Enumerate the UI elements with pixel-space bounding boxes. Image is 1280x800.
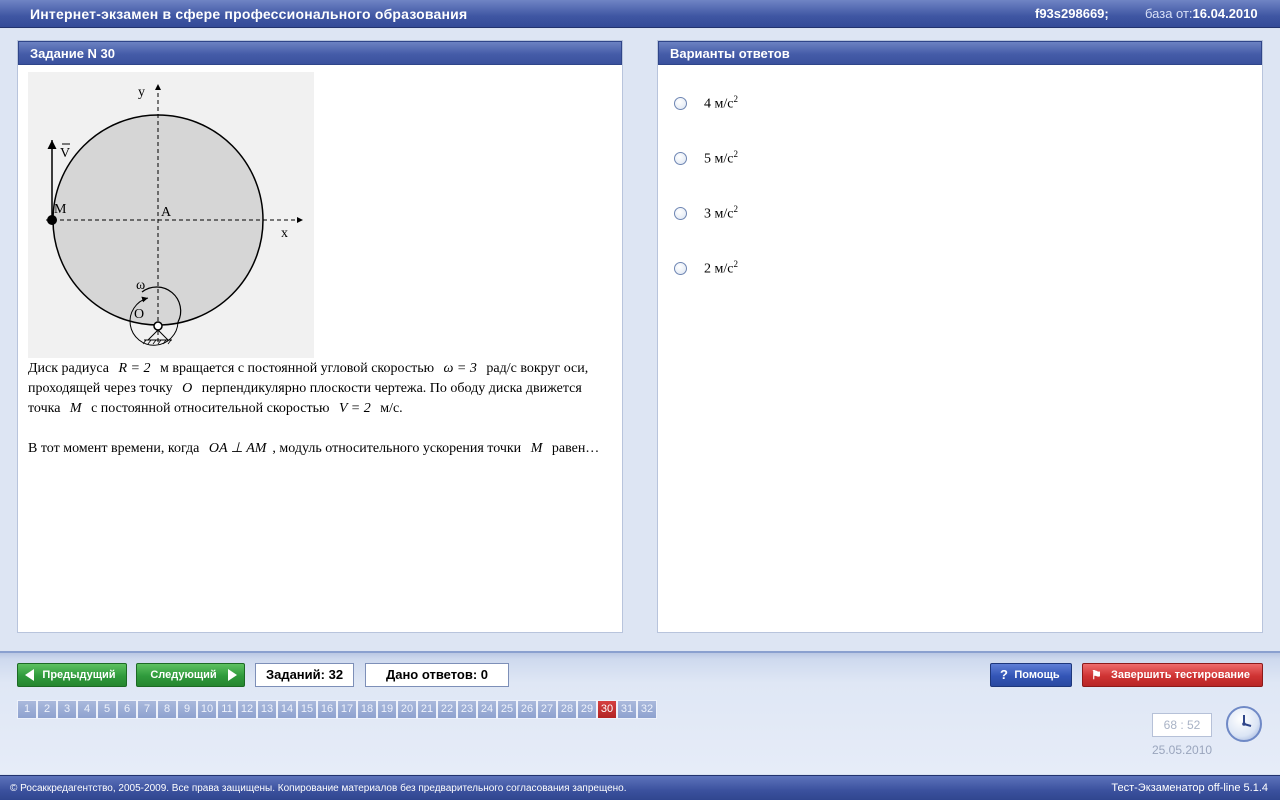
disk-diagram bbox=[28, 72, 314, 358]
current-date: 25.05.2010 bbox=[1152, 743, 1213, 757]
question-number-1[interactable]: 1 bbox=[17, 700, 37, 719]
question-number-17[interactable]: 17 bbox=[337, 700, 357, 719]
radio-button[interactable] bbox=[674, 207, 687, 220]
arrow-right-icon bbox=[228, 669, 237, 681]
next-button[interactable]: Следующий bbox=[136, 663, 245, 687]
question-number-19[interactable]: 19 bbox=[377, 700, 397, 719]
question-number-15[interactable]: 15 bbox=[297, 700, 317, 719]
radio-button[interactable] bbox=[674, 262, 687, 275]
question-number-8[interactable]: 8 bbox=[157, 700, 177, 719]
question-number-4[interactable]: 4 bbox=[77, 700, 97, 719]
label-m: M bbox=[54, 202, 67, 217]
task-panel bbox=[17, 40, 623, 633]
answered-count: Дано ответов: 0 bbox=[365, 663, 509, 687]
footer bbox=[0, 775, 1280, 800]
answer-label: 3 $м/с^2$ bbox=[704, 204, 738, 222]
prev-button[interactable]: Предыдущий bbox=[17, 663, 127, 687]
question-number-23[interactable]: 23 bbox=[457, 700, 477, 719]
answers-heading: Варианты ответов bbox=[658, 41, 1262, 65]
label-o: O bbox=[134, 307, 145, 322]
question-number-28[interactable]: 28 bbox=[557, 700, 577, 719]
task-line: В тот момент времени, когда OA ⊥ AM , модуль относительного ускорения точки M равен… bbox=[28, 441, 600, 456]
timer: 68 : 52 bbox=[1152, 713, 1212, 737]
question-number-20[interactable]: 20 bbox=[397, 700, 417, 719]
task-line: Диск радиуса R = 2 м вращается с постоянной угловой скоростью ω = 3 рад/с вокруг оси, bbox=[28, 361, 589, 376]
question-number-9[interactable]: 9 bbox=[177, 700, 197, 719]
app-title: Интернет-экзамен в сфере профессионального образования bbox=[30, 6, 468, 22]
question-number-32[interactable]: 32 bbox=[637, 700, 657, 719]
question-number-18[interactable]: 18 bbox=[357, 700, 377, 719]
question-number-13[interactable]: 13 bbox=[257, 700, 277, 719]
question-icon: ? bbox=[1000, 667, 1008, 682]
tasks-count: Заданий: 32 bbox=[255, 663, 354, 687]
task-line: точка M с постоянной относительной скоростью V = 2 м/с. bbox=[28, 401, 403, 416]
question-number-5[interactable]: 5 bbox=[97, 700, 117, 719]
session-code: f93s298669; bbox=[1035, 6, 1109, 21]
task-figure bbox=[28, 72, 314, 358]
label-a: A bbox=[161, 205, 172, 220]
question-number-6[interactable]: 6 bbox=[117, 700, 137, 719]
question-number-26[interactable]: 26 bbox=[517, 700, 537, 719]
question-number-3[interactable]: 3 bbox=[57, 700, 77, 719]
question-number-16[interactable]: 16 bbox=[317, 700, 337, 719]
answers-panel bbox=[657, 40, 1263, 633]
finish-button[interactable]: ⚑ Завершить тестирование bbox=[1082, 663, 1263, 687]
label-x: x bbox=[281, 226, 288, 241]
question-number-25[interactable]: 25 bbox=[497, 700, 517, 719]
answer-label: 4 $м/с^2$ bbox=[704, 94, 738, 112]
answer-label: 2 $м/с^2$ bbox=[704, 259, 738, 277]
task-text bbox=[28, 359, 613, 459]
question-number-31[interactable]: 31 bbox=[617, 700, 637, 719]
question-number-14[interactable]: 14 bbox=[277, 700, 297, 719]
question-number-7[interactable]: 7 bbox=[137, 700, 157, 719]
copyright: © Росаккредагентство, 2005-2009. Все права защищены. Копирование материалов без предварительного согласования запрещено. bbox=[10, 783, 627, 794]
base-label: база от: bbox=[1145, 6, 1193, 21]
question-number-12[interactable]: 12 bbox=[237, 700, 257, 719]
arrow-left-icon bbox=[25, 669, 34, 681]
help-button[interactable]: ? Помощь bbox=[990, 663, 1072, 687]
question-number-2[interactable]: 2 bbox=[37, 700, 57, 719]
app-version: Тест-Экзаменатор off-line 5.1.4 bbox=[1111, 782, 1268, 794]
question-number-22[interactable]: 22 bbox=[437, 700, 457, 719]
base-date: 16.04.2010 bbox=[1192, 6, 1258, 21]
question-numbers bbox=[17, 700, 657, 719]
question-number-10[interactable]: 10 bbox=[197, 700, 217, 719]
base-date-info bbox=[1145, 6, 1258, 21]
radio-button[interactable] bbox=[674, 97, 687, 110]
question-number-29[interactable]: 29 bbox=[577, 700, 597, 719]
task-heading: Задание N 30 bbox=[18, 41, 622, 65]
point-o bbox=[154, 322, 162, 330]
question-number-11[interactable]: 11 bbox=[217, 700, 237, 719]
answer-label: 5 $м/с^2$ bbox=[704, 149, 738, 167]
label-omega: ω bbox=[136, 278, 146, 293]
radio-button[interactable] bbox=[674, 152, 687, 165]
title-bar bbox=[0, 0, 1280, 28]
label-y: y bbox=[138, 85, 145, 100]
clock-icon bbox=[1226, 706, 1262, 742]
question-number-24[interactable]: 24 bbox=[477, 700, 497, 719]
question-number-21[interactable]: 21 bbox=[417, 700, 437, 719]
task-line: проходящей через точку O перпендикулярно плоскости чертежа. По ободу диска движется bbox=[28, 381, 582, 396]
runner-icon: ⚑ bbox=[1091, 668, 1102, 682]
question-number-27[interactable]: 27 bbox=[537, 700, 557, 719]
label-v: V bbox=[60, 146, 71, 161]
question-number-30[interactable]: 30 bbox=[597, 700, 617, 719]
